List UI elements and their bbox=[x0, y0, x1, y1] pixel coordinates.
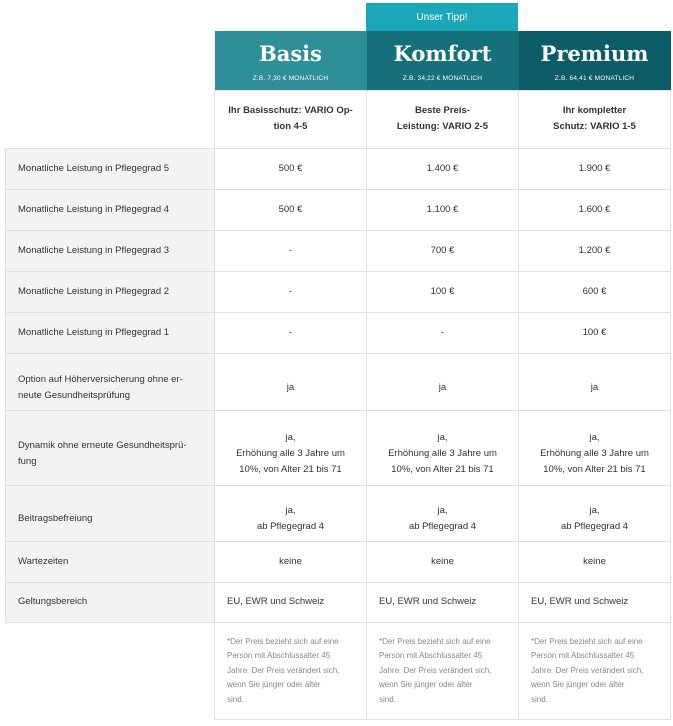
value-cell bbox=[215, 485, 367, 541]
plan-price: Z.B. 64,41 € MONATLICH bbox=[554, 75, 635, 83]
label-text: Monatliche Leistung in Pflegegrad 4 bbox=[18, 203, 170, 215]
value-cell bbox=[215, 582, 367, 622]
subtitle-line: Leistung: VARIO 2-5 bbox=[396, 121, 489, 132]
value-cell bbox=[367, 230, 519, 271]
value-text: - bbox=[440, 326, 445, 338]
plan-header-basis[interactable] bbox=[215, 31, 367, 90]
footnote-line: wenn Sie jünger oder älter bbox=[531, 680, 625, 689]
value-text: EU, EWR und Schweiz bbox=[227, 596, 325, 607]
footnote-line: Jahre. Der Preis verändert sich, bbox=[379, 665, 492, 675]
recommended-badge: Unser Tipp! bbox=[366, 3, 518, 31]
plan-header-row bbox=[6, 31, 671, 90]
plan-header-komfort[interactable] bbox=[367, 31, 519, 90]
footnote-line: sind. bbox=[227, 694, 244, 704]
value-text: Erhöhung alle 3 Jahre um bbox=[388, 447, 497, 459]
value-cell bbox=[215, 541, 367, 582]
price-footnote bbox=[367, 622, 519, 719]
footnote-row bbox=[6, 622, 671, 719]
value-text: 1.600 € bbox=[578, 203, 611, 215]
table-row bbox=[6, 148, 671, 189]
value-text: ab Pflegegrad 4 bbox=[560, 521, 629, 532]
plan-header-premium[interactable] bbox=[519, 31, 671, 90]
comparison-table bbox=[5, 31, 671, 720]
label-text: Monatliche Leistung in Pflegegrad 2 bbox=[18, 285, 170, 297]
table-row bbox=[6, 312, 671, 353]
value-cell bbox=[215, 312, 367, 353]
subtitle-line: Schutz: VARIO 1-5 bbox=[553, 121, 636, 132]
footnote-line: Jahre. Der Preis verändert sich, bbox=[531, 665, 644, 675]
header-spacer bbox=[6, 31, 215, 90]
value-cell bbox=[215, 148, 367, 189]
value-text: EU, EWR und Schweiz bbox=[379, 596, 477, 607]
value-text: ab Pflegegrad 4 bbox=[256, 521, 325, 532]
label-text: Geltungsbereich bbox=[18, 596, 88, 607]
row-label bbox=[6, 189, 215, 230]
plan-name: Komfort bbox=[393, 41, 492, 67]
value-cell bbox=[367, 541, 519, 582]
value-text: 700 € bbox=[430, 244, 455, 256]
value-cell bbox=[519, 353, 671, 410]
value-cell bbox=[519, 410, 671, 485]
label-text: Monatliche Leistung in Pflegegrad 5 bbox=[18, 162, 170, 174]
plan-subtitle-row bbox=[6, 90, 671, 148]
value-text: ja, bbox=[589, 431, 600, 443]
label-text: Monatliche Leistung in Pflegegrad 1 bbox=[18, 326, 170, 338]
value-text: 10%, von Alter 21 bis 71 bbox=[239, 463, 342, 475]
value-text: EU, EWR und Schweiz bbox=[531, 596, 629, 607]
value-cell bbox=[367, 148, 519, 189]
plan-subtitle-komfort bbox=[367, 90, 519, 148]
label-text: Beitragsbefreiung bbox=[18, 513, 93, 524]
value-text: keine bbox=[431, 555, 454, 567]
value-cell bbox=[519, 312, 671, 353]
footnote-line: *Der Preis bezieht sich auf eine bbox=[227, 636, 339, 646]
footnote-line: sind. bbox=[531, 694, 548, 704]
row-label bbox=[6, 148, 215, 189]
table-row bbox=[6, 485, 671, 541]
value-text: 10%, von Alter 21 bis 71 bbox=[391, 463, 494, 475]
table-row bbox=[6, 541, 671, 582]
value-cell bbox=[367, 271, 519, 312]
value-cell bbox=[367, 353, 519, 410]
table-row bbox=[6, 410, 671, 485]
plan-price: Z.B. 7,30 € MONATLICH bbox=[252, 75, 329, 83]
value-cell bbox=[519, 148, 671, 189]
row-label bbox=[6, 353, 215, 410]
value-text: Erhöhung alle 3 Jahre um bbox=[540, 447, 649, 459]
table-row bbox=[6, 189, 671, 230]
value-cell bbox=[519, 271, 671, 312]
plan-price: Z.B. 34,22 € MONATLICH bbox=[402, 75, 483, 83]
value-text: - bbox=[288, 285, 293, 297]
value-text: ja bbox=[286, 381, 295, 393]
footnote-line: *Der Preis bezieht sich auf eine bbox=[379, 636, 491, 646]
subtitle-line: Ihr kompletter bbox=[562, 105, 627, 116]
value-text: 500 € bbox=[278, 162, 303, 174]
row-label bbox=[6, 582, 215, 622]
label-text: neute Gesundheitsprüfung bbox=[18, 389, 130, 401]
row-label bbox=[6, 312, 215, 353]
value-text: ja bbox=[590, 381, 599, 393]
value-text: 1.200 € bbox=[578, 244, 611, 256]
value-text: 100 € bbox=[582, 326, 607, 338]
value-text: ja, bbox=[437, 431, 448, 443]
subtitle-line: Ihr Basisschutz: VARIO Op- bbox=[228, 105, 353, 116]
subtitle-line: tion 4-5 bbox=[273, 121, 308, 132]
price-footnote bbox=[519, 622, 671, 719]
value-cell bbox=[519, 582, 671, 622]
row-label bbox=[6, 485, 215, 541]
label-text: Option auf Höherversicherung ohne er- bbox=[18, 373, 183, 385]
value-cell bbox=[519, 541, 671, 582]
plan-name: Premium bbox=[540, 41, 649, 67]
label-text: Wartezeiten bbox=[18, 555, 69, 567]
table-row bbox=[6, 271, 671, 312]
value-cell bbox=[367, 312, 519, 353]
value-text: ja bbox=[438, 381, 447, 393]
label-text: Dynamik ohne erneute Gesundheitsprü- bbox=[18, 439, 187, 451]
plan-name: Basis bbox=[259, 41, 322, 67]
price-footnote bbox=[215, 622, 367, 719]
value-text: 100 € bbox=[430, 285, 455, 297]
table-row bbox=[6, 582, 671, 622]
value-text: ja, bbox=[589, 505, 600, 516]
value-cell bbox=[215, 410, 367, 485]
label-text: Monatliche Leistung in Pflegegrad 3 bbox=[18, 244, 170, 256]
value-text: - bbox=[288, 326, 293, 338]
value-cell bbox=[519, 485, 671, 541]
value-text: 1.100 € bbox=[426, 203, 459, 215]
footnote-line: Jahre. Der Preis verändert sich, bbox=[227, 665, 340, 675]
value-text: keine bbox=[279, 555, 302, 567]
value-text: 600 € bbox=[582, 285, 607, 297]
value-cell bbox=[215, 353, 367, 410]
footnote-line: wenn Sie jünger oder älter bbox=[227, 680, 321, 689]
table-row bbox=[6, 353, 671, 410]
value-cell bbox=[519, 230, 671, 271]
value-text: 1.400 € bbox=[426, 162, 459, 174]
subtitle-line: Beste Preis- bbox=[415, 105, 470, 116]
value-text: ja, bbox=[437, 505, 448, 516]
footnote-line: Person mit Abschlussalter 45 bbox=[379, 651, 483, 660]
value-text: ja, bbox=[285, 431, 296, 443]
value-text: - bbox=[288, 244, 293, 256]
value-cell bbox=[215, 230, 367, 271]
value-text: Erhöhung alle 3 Jahre um bbox=[236, 447, 345, 459]
row-label bbox=[6, 230, 215, 271]
row-label bbox=[6, 541, 215, 582]
value-cell bbox=[215, 189, 367, 230]
table-row bbox=[6, 230, 671, 271]
label-text: fung bbox=[18, 455, 37, 467]
value-cell bbox=[519, 189, 671, 230]
value-cell bbox=[367, 485, 519, 541]
value-cell bbox=[215, 271, 367, 312]
plan-subtitle-premium bbox=[519, 90, 671, 148]
value-text: keine bbox=[583, 555, 606, 567]
footnote-line: wenn Sie jünger oder älter bbox=[379, 680, 473, 689]
value-text: 1.900 € bbox=[578, 162, 611, 174]
value-text: ja, bbox=[285, 505, 296, 516]
value-text: ab Pflegegrad 4 bbox=[408, 521, 477, 532]
value-text: 10%, von Alter 21 bis 71 bbox=[543, 463, 646, 475]
row-label bbox=[6, 271, 215, 312]
footnote-line: *Der Preis bezieht sich auf eine bbox=[531, 636, 643, 646]
footnote-line: Person mit Abschlussalter 45 bbox=[531, 651, 635, 660]
value-text: 500 € bbox=[278, 203, 303, 215]
footnote-line: Person mit Abschlussalter 45 bbox=[227, 651, 331, 660]
plan-subtitle-basis bbox=[215, 90, 367, 148]
subtitle-spacer bbox=[6, 90, 215, 148]
value-cell bbox=[367, 582, 519, 622]
footnote-line: sind. bbox=[379, 694, 396, 704]
value-cell bbox=[367, 189, 519, 230]
value-cell bbox=[367, 410, 519, 485]
footnote-spacer bbox=[6, 622, 215, 719]
row-label bbox=[6, 410, 215, 485]
